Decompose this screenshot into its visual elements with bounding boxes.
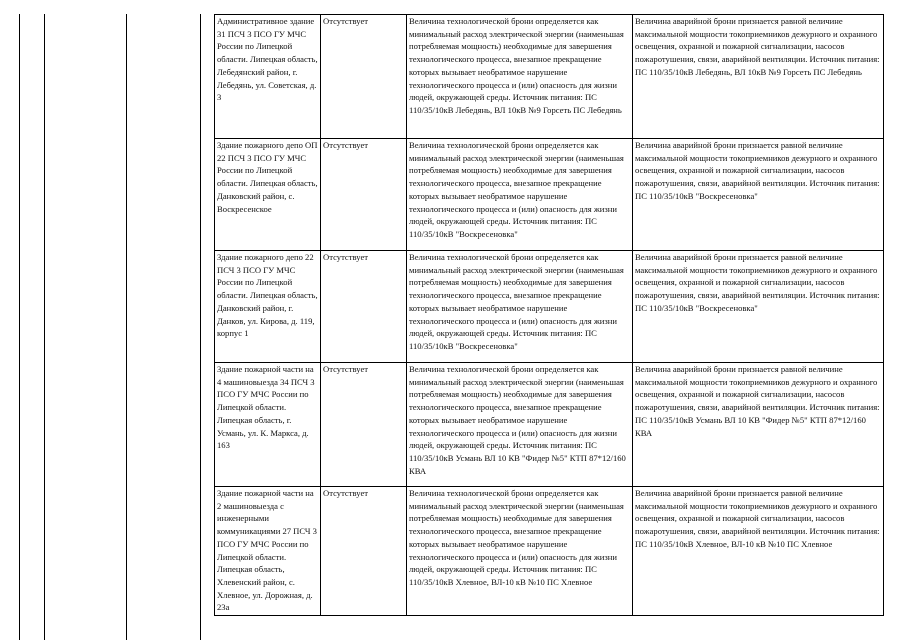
- table-row: [215, 139, 884, 251]
- status-cell: Отсутствует: [321, 363, 407, 487]
- left-column-border-3: [126, 14, 127, 640]
- energy-reserve-table: [214, 14, 884, 616]
- tech-reserve-cell: Величина технологической брони определяется как минимальный расход электрической энергии (наименьшая потребляемая мощность) необходимые для завершения технологического процесса, внезапное прекращение которых вызывает необратимое нарушение технологического процесса и (или) опасность для жизни людей, окружающей среды. Источник питания: ПС 110/35/10кВ Лебедянь, ВЛ 10кВ №9 Горсеть ПС Лебедянь: [407, 15, 633, 139]
- tech-reserve-cell: Величина технологической брони определяется как минимальный расход электрической энергии (наименьшая потребляемая мощность) необходимые для завершения технологического процесса, внезапное прекращение которых вызывает необратимое нарушение технологического процесса и (или) опасность для жизни людей, окружающей среды. Источник питания: ПС 110/35/10кВ Хлевное, ВЛ-10 кВ №10 ПС Хлевное: [407, 487, 633, 616]
- tech-reserve-cell: Величина технологической брони определяется как минимальный расход электрической энергии (наименьшая потребляемая мощность) необходимые для завершения технологического процесса, внезапное прекращение которых вызывает необратимое нарушение технологического процесса и (или) опасность для жизни людей, окружающей среды. Источник питания: ПС 110/35/10кВ "Воскресеновка": [407, 251, 633, 363]
- table-row: [215, 363, 884, 487]
- tech-reserve-cell: Величина технологической брони определяется как минимальный расход электрической энергии (наименьшая потребляемая мощность) необходимые для завершения технологического процесса, внезапное прекращение которых вызывает необратимое нарушение технологического процесса и (или) опасность для жизни людей, окружающей среды. Источник питания: ПС 110/35/10кВ "Воскресеновка": [407, 139, 633, 251]
- emergency-reserve-cell: Величина аварийной брони признается равной величине максимальной мощности токоприемников дежурного и охранного освещения, охранной и пожарной сигнализации, насосов пожаротушения, связи, аварийной вентиляции. Источник питания: ПС 110/35/10кВ Хлевное, ВЛ-10 кВ №10 ПС Хлевное: [633, 487, 884, 616]
- emergency-reserve-cell: Величина аварийной брони признается равной величине максимальной мощности токоприемников дежурного и охранного освещения, охранной и пожарной сигнализации, насосов пожаротушения, связи, аварийной вентиляции. Источник питания: ПС 110/35/10кВ Усмань ВЛ 10 КВ "Фидер №5" КТП 87*12/160 КВА: [633, 363, 884, 487]
- status-cell: Отсутствует: [321, 251, 407, 363]
- table-row: [215, 487, 884, 616]
- status-cell: Отсутствует: [321, 487, 407, 616]
- left-column-border-2: [44, 14, 45, 640]
- emergency-reserve-cell: Величина аварийной брони признается равной величине максимальной мощности токоприемников дежурного и охранного освещения, охранной и пожарной сигнализации, насосов пожаротушения, связи, аварийной вентиляции. Источник питания: ПС 110/35/10кВ "Воскресеновка": [633, 139, 884, 251]
- status-cell: Отсутствует: [321, 15, 407, 139]
- object-cell: Здание пожарной части на 2 машиновыезда с инженерными коммуникациями 27 ПСЧ 3 ПСО ГУ МЧС России по Липецкой области. Липецкая область, Хлевенский район, с. Хлевное, ул. Дорожная, д. 23а: [215, 487, 321, 616]
- table-row: [215, 251, 884, 363]
- object-cell: Административное здание 31 ПСЧ 3 ПСО ГУ МЧС России по Липецкой области. Липецкая область, Лебедянский район, г. Лебедянь, ул. Советская, д. 3: [215, 15, 321, 139]
- tech-reserve-cell: Величина технологической брони определяется как минимальный расход электрической энергии (наименьшая потребляемая мощность) необходимые для завершения технологического процесса, внезапное прекращение которых вызывает необратимое нарушение технологического процесса и (или) опасность для жизни людей, окружающей среды. Источник питания: ПС 110/35/10кВ Усмань ВЛ 10 КВ "Фидер №5" КТП 87*12/160 КВА: [407, 363, 633, 487]
- emergency-reserve-cell: Величина аварийной брони признается равной величине максимальной мощности токоприемников дежурного и охранного освещения, охранной и пожарной сигнализации, насосов пожаротушения, связи, аварийной вентиляции. Источник питания: ПС 110/35/10кВ Лебедянь, ВЛ 10кВ №9 Горсеть ПС Лебедянь: [633, 15, 884, 139]
- object-cell: Здание пожарного депо ОП 22 ПСЧ 3 ПСО ГУ МЧС России по Липецкой области. Липецкая область, Данковский район, с. Воскресенское: [215, 139, 321, 251]
- emergency-reserve-cell: Величина аварийной брони признается равной величине максимальной мощности токоприемников дежурного и охранного освещения, охранной и пожарной сигнализации, насосов пожаротушения, связи, аварийной вентиляции. Источник питания: ПС 110/35/10кВ "Воскресеновка": [633, 251, 884, 363]
- left-column-border-1: [19, 14, 20, 640]
- object-cell: Здание пожарного депо 22 ПСЧ 3 ПСО ГУ МЧС России по Липецкой области. Липецкая область, Данковский район, г. Данков, ул. Кирова, д. 119, корпус 1: [215, 251, 321, 363]
- table-row: [215, 15, 884, 139]
- status-cell: Отсутствует: [321, 139, 407, 251]
- object-cell: Здание пожарной части на 4 машиновыезда 34 ПСЧ 3 ПСО ГУ МЧС России по Липецкой области. Липецкая область, г. Усмань, ул. К. Маркса, д. 163: [215, 363, 321, 487]
- left-column-border-4: [200, 14, 201, 640]
